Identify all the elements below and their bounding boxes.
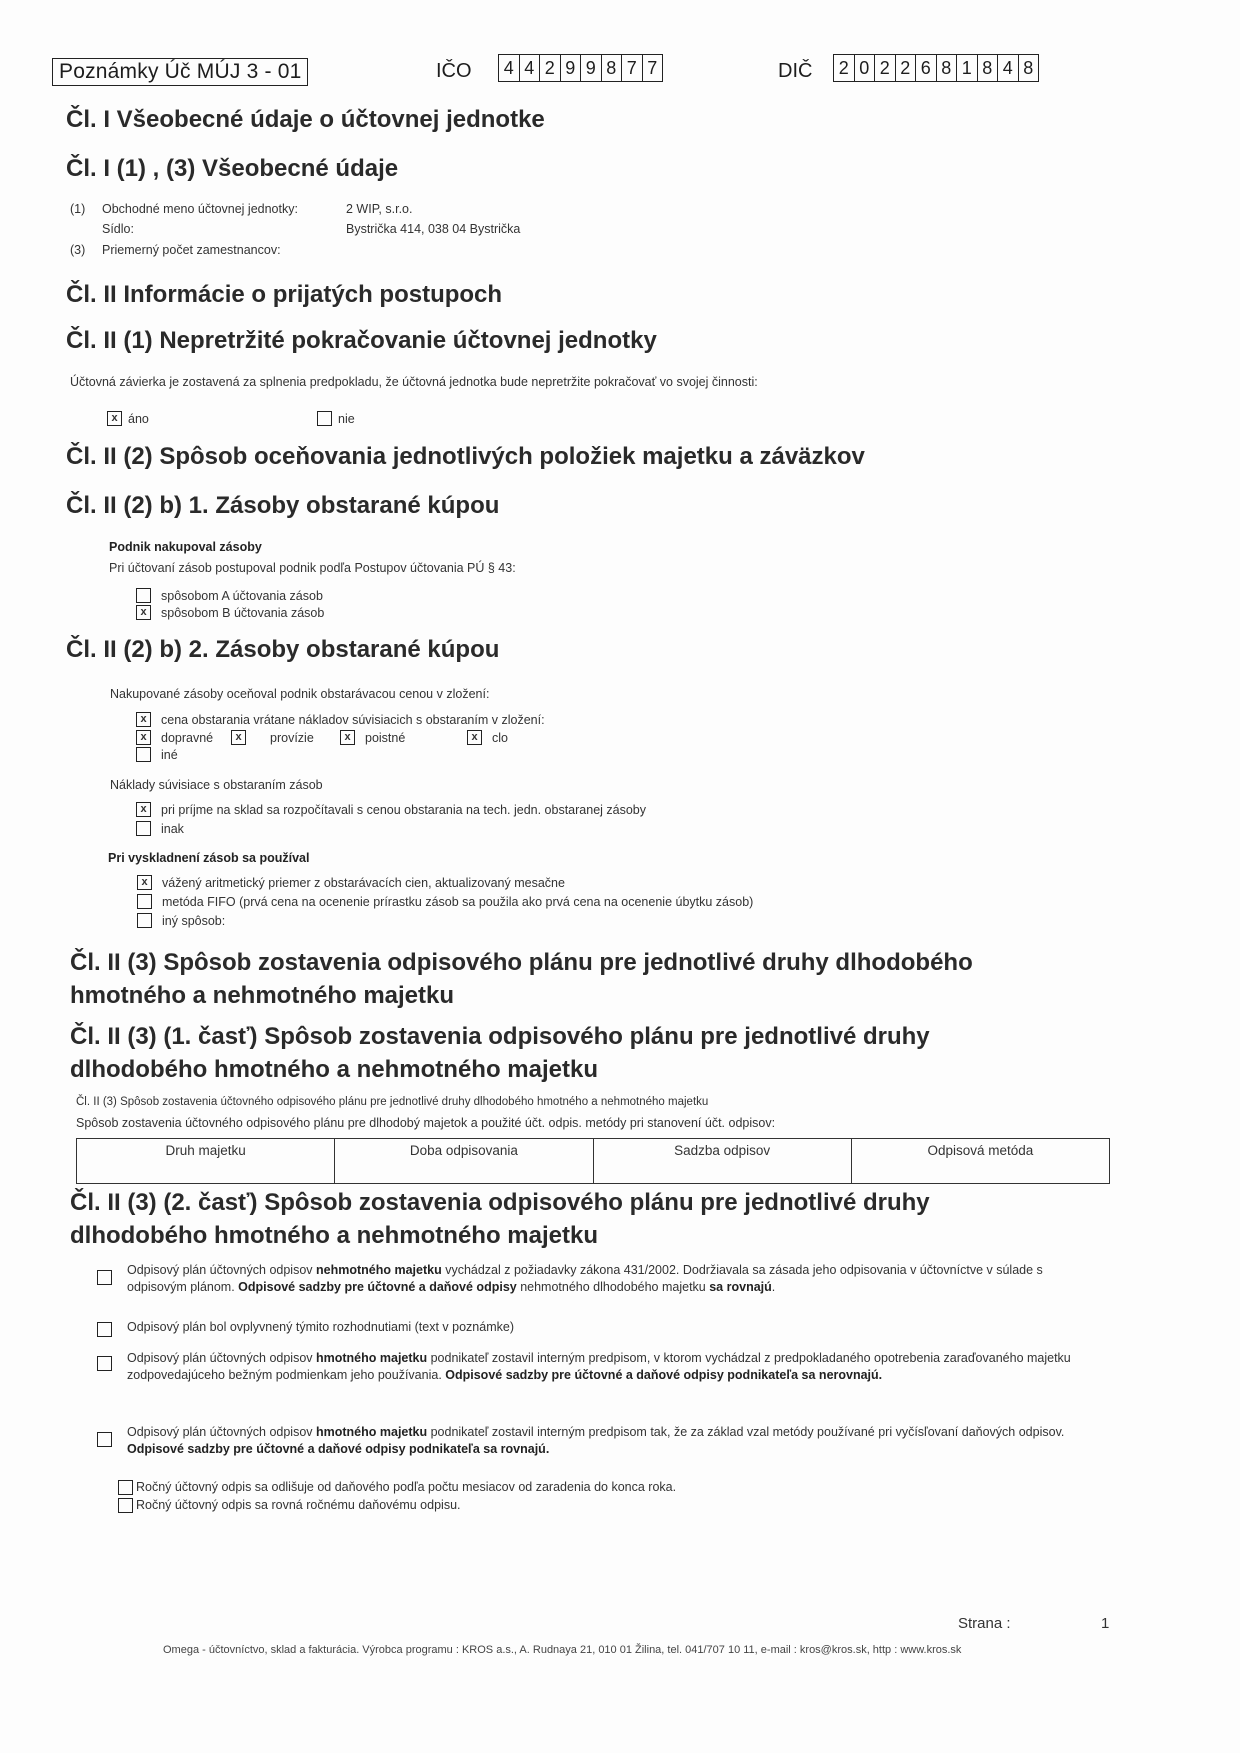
checkbox[interactable]	[137, 913, 152, 928]
title-line: hmotného a nehmotného majetku	[70, 982, 455, 1009]
text: podnikateľ zostavil interným predpisom tak, že za základ vzal metódy používané pri vyčísľovaní daňových odpisov.	[427, 1425, 1065, 1439]
annual-option-1[interactable]	[118, 1479, 676, 1496]
text-bold: Odpisové sadzby pre účtovné a daňové odpisy	[238, 1280, 517, 1294]
ico-digit: 4	[520, 55, 541, 81]
dic-digit: 2	[834, 55, 855, 81]
transport-label: dopravné	[161, 730, 214, 745]
title-line: Čl. II (3) (1. časť) Spôsob zostavenia odpisového plánu pre jednotlivé druhy	[70, 1023, 930, 1050]
going-concern-no[interactable]	[317, 411, 355, 426]
option-label: iný spôsob:	[162, 913, 226, 928]
no-label: nie	[338, 411, 355, 426]
general-row	[70, 202, 85, 216]
yes-label: áno	[128, 411, 149, 426]
section-1-subtitle: Čl. I (1) , (3) Všeobecné údaje	[66, 155, 399, 182]
dic-digit: 8	[937, 55, 958, 81]
issue-option-1[interactable]	[137, 875, 565, 890]
section-2-3-title	[70, 946, 973, 1012]
seat-value: Bystrička 414, 038 04 Bystrička	[346, 222, 521, 236]
option-label: vážený aritmetický priemer z obstarávacích cien, aktualizovaný mesačne	[162, 875, 565, 890]
cost-components	[136, 730, 508, 745]
checkbox[interactable]: x	[107, 411, 122, 426]
dic-digit: 1	[957, 55, 978, 81]
title-line: dlhodobého hmotného a nehmotného majetku	[70, 1222, 598, 1249]
text: vychádzal z požiadavky zákona 431/2002. Dodržiavala sa zásada jeho odpisovania v účtovníctve v súlade s odpisovým plánom.	[127, 1263, 1043, 1294]
ico-digit: 4	[499, 55, 520, 81]
plan-option-1-text	[127, 1262, 1057, 1296]
form-code: Poznámky Úč MÚJ 3 - 01	[52, 58, 308, 86]
text-bold: hmotného majetku	[316, 1351, 428, 1365]
text: nehmotného dlhodobého majetku	[516, 1280, 710, 1294]
other-option[interactable]	[136, 747, 178, 762]
method-a-option[interactable]	[136, 588, 323, 603]
ico-digit: 9	[561, 55, 582, 81]
option-label: inak	[161, 821, 184, 836]
cost-option[interactable]	[136, 712, 545, 727]
option-label: pri príjme na sklad sa rozpočítavali s cenou obstarania na tech. jedn. obstaranej zásoby	[161, 802, 646, 817]
acquisition-costs-heading: Náklady súvisiace s obstaraním zásob	[110, 778, 323, 792]
checkbox[interactable]: x	[231, 730, 246, 745]
depreciation-table-wrap	[76, 1138, 1110, 1184]
company-name-label: Obchodné meno účtovnej jednotky:	[102, 202, 298, 216]
text: Odpisový plán účtovných odpisov	[127, 1263, 316, 1277]
title-line: Čl. II (3) Spôsob zostavenia odpisového plánu pre jednotlivé druhy dlhodobého	[70, 949, 973, 976]
ico-digit: 8	[602, 55, 623, 81]
checkbox[interactable]	[136, 588, 151, 603]
section-2-3-part1-title	[70, 1020, 930, 1086]
plan-option-2-text: Odpisový plán bol ovplyvnený týmito rozhodnutiami (text v poznámke)	[127, 1320, 514, 1334]
text-bold: nehmotného majetku	[316, 1263, 442, 1277]
checkbox[interactable]	[118, 1480, 133, 1495]
dic-digit: 6	[916, 55, 937, 81]
text-bold: Odpisové sadzby pre účtovné a daňové odpisy podnikateľa sa nerovnajú.	[445, 1368, 883, 1382]
dic-digit: 2	[875, 55, 896, 81]
ico-label: IČO	[436, 60, 472, 82]
checkbox[interactable]	[118, 1498, 133, 1513]
checkbox[interactable]	[136, 821, 151, 836]
section-2-2-b1-title: Čl. II (2) b) 1. Zásoby obstarané kúpou	[66, 492, 500, 519]
checkbox[interactable]: x	[136, 712, 151, 727]
seat-label: Sídlo:	[102, 222, 134, 236]
section-2-2-title: Čl. II (2) Spôsob oceňovania jednotlivých položiek majetku a záväzkov	[66, 443, 865, 470]
footer-credit: Omega - účtovníctvo, sklad a fakturácia. Výrobca programu : KROS a.s., A. Rudnaya 21, 010 01 Žilina, tel. 041/707 10 11, e-mail : kros@kros.sk, http : www.kros.sk	[163, 1644, 962, 1656]
section-1-title: Čl. I Všeobecné údaje o účtovnej jednotke	[66, 106, 545, 133]
ico-digit: 7	[647, 58, 658, 78]
dic-digit: 8	[1023, 58, 1034, 78]
col-rate: Sadzba odpisov	[593, 1139, 851, 1184]
checkbox[interactable]	[97, 1356, 112, 1371]
issue-option-2[interactable]	[137, 894, 753, 909]
section-2-2-b2-title: Čl. II (2) b) 2. Zásoby obstarané kúpou	[66, 636, 500, 663]
method-b-option[interactable]	[136, 605, 324, 620]
valuation-text: Nakupované zásoby oceňoval podnik obstarávacou cenou v zložení:	[110, 687, 490, 701]
checkbox[interactable]	[97, 1322, 112, 1337]
issue-option-3[interactable]	[137, 913, 225, 928]
section-2-3-part2-title	[70, 1186, 930, 1252]
checkbox[interactable]	[97, 1432, 112, 1447]
plan-option-1[interactable]	[97, 1270, 112, 1290]
plan-note-1: Čl. II (3) Spôsob zostavenia účtovného odpisového plánu pre jednotlivé druhy dlhodobého hmotného a nehmotného majetku	[76, 1096, 709, 1108]
checkbox[interactable]	[137, 894, 152, 909]
company-name-value: 2 WIP, s.r.o.	[346, 202, 413, 216]
dic-label: DIČ	[778, 60, 813, 82]
dic-digit: 2	[896, 55, 917, 81]
costs-option-1[interactable]	[136, 802, 646, 817]
annual-option-2[interactable]	[118, 1497, 461, 1514]
plan-option-4-text	[127, 1424, 1082, 1458]
checkbox[interactable]: x	[340, 730, 355, 745]
ico-digit: 9	[581, 55, 602, 81]
plan-option-2[interactable]	[97, 1322, 112, 1342]
insurance-label: poistné	[365, 730, 406, 745]
plan-option-3[interactable]	[97, 1356, 112, 1376]
option-label: spôsobom A účtovania zásob	[161, 588, 323, 603]
page-number: 1	[1101, 1615, 1110, 1632]
ico-digits	[498, 54, 663, 82]
section-2-1-title: Čl. II (1) Nepretržité pokračovanie účtovnej jednotky	[66, 327, 657, 354]
text-bold: sa rovnajú	[709, 1280, 772, 1294]
title-line: Čl. II (3) (2. časť) Spôsob zostavenia odpisového plánu pre jednotlivé druhy	[70, 1189, 930, 1216]
dic-digit: 8	[978, 55, 999, 81]
plan-option-3-text	[127, 1350, 1082, 1384]
page-label: Strana :	[958, 1615, 1011, 1632]
text-bold: Odpisové sadzby pre účtovné a daňové odpisy podnikateľa sa rovnajú.	[127, 1442, 550, 1456]
plan-option-4[interactable]	[97, 1432, 112, 1452]
employees-label: Priemerný počet zamestnancov:	[102, 243, 281, 257]
checkbox[interactable]	[97, 1270, 112, 1285]
row-num: (3)	[70, 243, 86, 257]
text: .	[771, 1280, 776, 1294]
checkbox[interactable]: x	[136, 802, 151, 817]
option-label: Ročný účtovný odpis sa rovná ročnému daňovému odpisu.	[136, 1498, 461, 1512]
option-label: spôsobom B účtovania zásob	[161, 605, 325, 620]
checkbox[interactable]: x	[136, 730, 151, 745]
col-asset-type: Druh majetku	[77, 1139, 335, 1184]
text-bold: hmotného majetku	[316, 1425, 428, 1439]
section-2-title: Čl. II Informácie o prijatých postupoch	[66, 281, 503, 308]
depreciation-table	[76, 1139, 1110, 1184]
checkbox[interactable]: x	[136, 605, 151, 620]
dic-digit: 0	[855, 55, 876, 81]
col-method: Odpisová metóda	[851, 1139, 1109, 1184]
ico-digit: 2	[540, 55, 561, 81]
dic-digit: 4	[998, 55, 1019, 81]
commission-label: provízie	[270, 730, 314, 745]
checkbox[interactable]	[317, 411, 332, 426]
text: podnikateľ zostavil interným predpisom, v ktorom vychádzal z predpokladaného opotrebenia zaraďovaného majetku zodpovedajúceho bežným podmienkam jeho používania.	[127, 1351, 1071, 1382]
option-label: iné	[161, 747, 178, 762]
dic-digits	[833, 54, 1039, 82]
checkbox[interactable]	[136, 747, 151, 762]
col-period: Doba odpisovania	[335, 1139, 593, 1184]
checkbox[interactable]: x	[137, 875, 152, 890]
going-concern-text: Účtovná závierka je zostavená za splnenia predpokladu, že účtovná jednotka bude nepretržite pokračovať vo svojej činnosti:	[70, 375, 758, 389]
plan-note-2: Spôsob zostavenia účtovného odpisového plánu pre dlhodobý majetok a použité účt. odpis. metódy pri stanovení účt. odpisov:	[76, 1116, 776, 1130]
costs-option-2[interactable]	[136, 821, 184, 836]
inventory-method-text: Pri účtovaní zásob postupoval podnik podľa Postupov účtovania PÚ § 43:	[109, 561, 516, 575]
text: Odpisový plán účtovných odpisov	[127, 1425, 316, 1439]
inventory-heading: Podnik nakupoval zásoby	[109, 540, 262, 554]
going-concern-yes[interactable]	[107, 411, 149, 426]
checkbox[interactable]: x	[467, 730, 482, 745]
row-num: (1)	[70, 202, 86, 216]
title-line: dlhodobého hmotného a nehmotného majetku	[70, 1056, 598, 1083]
option-label: metóda FIFO (prvá cena na ocenenie prírastku zásob sa použila ako prvá cena na ocenenie úbytku zásob)	[162, 894, 754, 909]
option-label: Ročný účtovný odpis sa odlišuje od daňového podľa počtu mesiacov od zaradenia do konca roka.	[136, 1480, 677, 1494]
text: Odpisový plán účtovných odpisov	[127, 1351, 316, 1365]
duty-label: clo	[492, 730, 508, 745]
option-label: cena obstarania vrátane nákladov súvisiacich s obstaraním v zložení:	[161, 712, 545, 727]
ico-digit: 7	[622, 55, 643, 81]
issue-heading: Pri vyskladnení zásob sa používal	[108, 851, 310, 865]
